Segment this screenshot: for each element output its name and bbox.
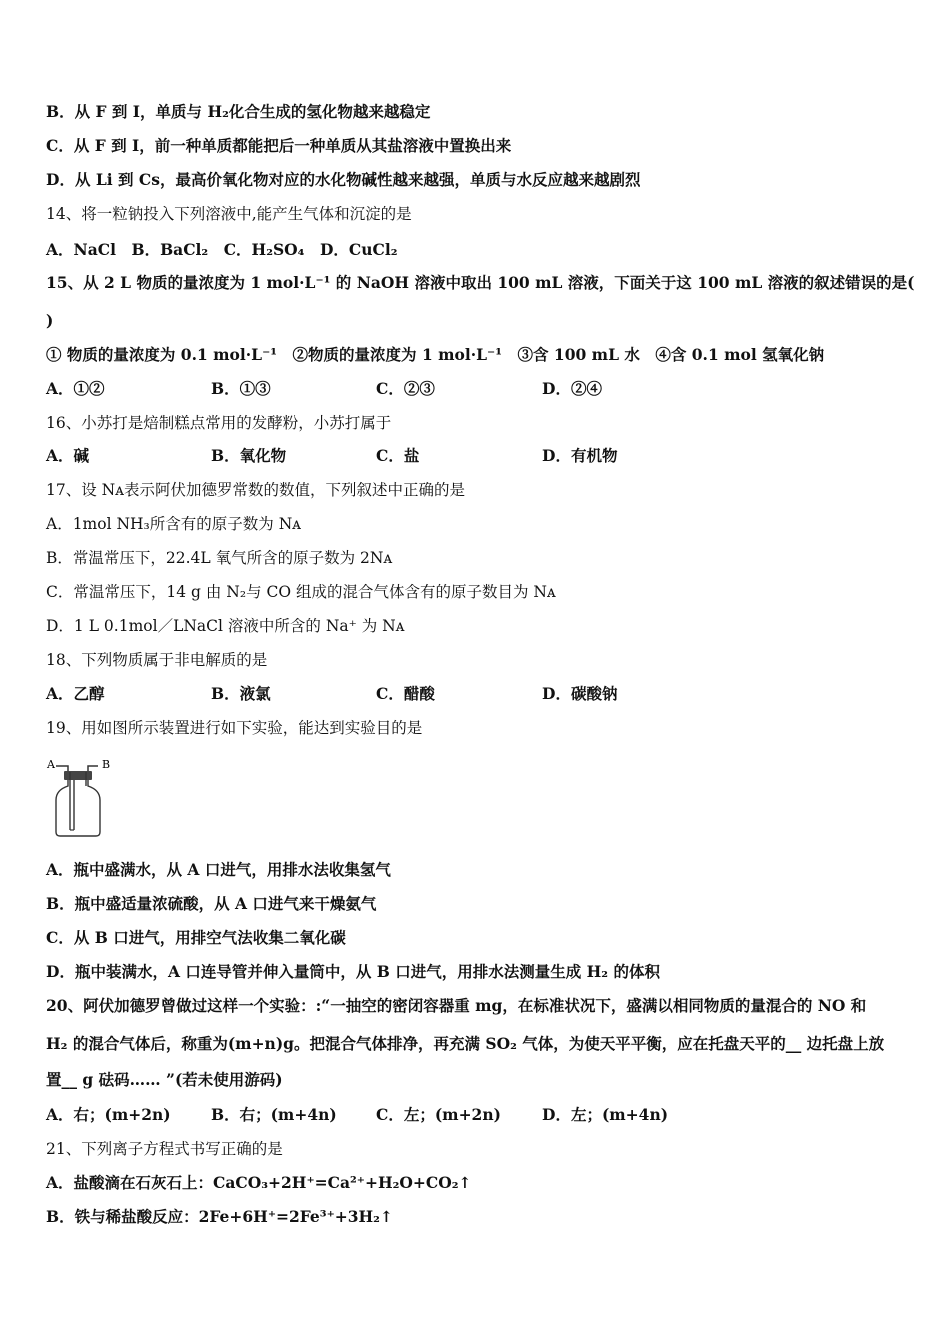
q15-option-a: A．①② [46,379,105,398]
q18-option-c: C．醋酸 [376,684,435,703]
q19-option-b: B．瓶中盛适量浓硫酸，从 A 口进气来干燥氨气 [46,894,377,913]
q17-option-d: D．1 L 0.1mol／LNaCl 溶液中所含的 Na⁺ 为 Nᴀ [46,617,405,635]
q20-stem-line2: H₂ 的混合气体后，称重为(m+n)g。把混合气体排净，再充满 SO₂ 气体，为使天平平衡，应在托盘天平的__ 边托盘上放 [46,1034,885,1053]
q16-option-c: C．盐 [376,446,420,465]
q17-option-a: A．1mol NH₃所含有的原子数为 Nᴀ [46,515,302,533]
q13-option-b: B．从 F 到 I，单质与 H₂化合生成的氢化物越来越稳定 [46,102,431,121]
q20-stem-line1: 20、阿伏加德罗曾做过这样一个实验：:“一抽空的密闭容器重 mg，在标准状况下，盛满以相同物质的量混合的 NO 和 [46,996,867,1015]
q17-stem: 17、设 Nᴀ表示阿伏加德罗常数的数值，下列叙述中正确的是 [46,481,465,499]
q19-stem: 19、用如图所示装置进行如下实验，能达到实验目的是 [46,719,423,737]
q19-option-c: C．从 B 口进气，用排空气法收集二氧化碳 [46,928,346,947]
q15-stem-line1: 15、从 2 L 物质的量浓度为 1 mol·L⁻¹ 的 NaOH 溶液中取出 100 mL 溶液，下面关于这 100 mL 溶液的叙述错误的是( [46,273,915,292]
q18-option-b: B．液氯 [211,684,271,703]
q21-option-b: B．铁与稀盐酸反应：2Fe+6H⁺=2Fe³⁺+3H₂↑ [46,1207,393,1226]
q15-items: ① 物质的量浓度为 0.1 mol·L⁻¹ ②物质的量浓度为 1 mol·L⁻¹ ③含 100 mL 水 ④含 0.1 mol 氢氧化钠 [46,345,825,364]
q20-option-a: A．右；(m+2n) [46,1105,171,1124]
q16-stem: 16、小苏打是焙制糕点常用的发酵粉，小苏打属于 [46,414,392,432]
gas-bottle-apparatus-icon [44,756,124,838]
q20-stem-line3: 置__ g 砝码…… ”(若未使用游码) [46,1070,283,1089]
q21-stem: 21、下列离子方程式书写正确的是 [46,1140,283,1158]
q15-option-c: C．②③ [376,379,435,398]
q13-option-d: D．从 Li 到 Cs，最高价氧化物对应的水化物碱性越来越强，单质与水反应越来越剧烈 [46,170,641,189]
q18-stem: 18、下列物质属于非电解质的是 [46,651,268,669]
q16-option-a: A．碱 [46,446,90,465]
q14-stem: 14、将一粒钠投入下列溶液中,能产生气体和沉淀的是 [46,205,412,223]
q15-option-d: D．②④ [542,379,602,398]
q15-stem-line2: ) [46,311,54,330]
q15-option-b: B．①③ [211,379,271,398]
q14-options: A．NaCl B．BaCl₂ C．H₂SO₄ D．CuCl₂ [46,240,398,259]
q19-option-a: A．瓶中盛满水，从 A 口进气，用排水法收集氢气 [46,860,391,879]
q17-option-b: B．常温常压下，22.4L 氧气所含的原子数为 2Nᴀ [46,549,393,567]
q18-option-a: A．乙醇 [46,684,105,703]
q17-option-c: C．常温常压下，14 g 由 N₂与 CO 组成的混合气体含有的原子数目为 Nᴀ [46,583,556,601]
q20-option-c: C．左；(m+2n) [376,1105,501,1124]
q19-option-d: D．瓶中装满水，A 口连导管并伸入量筒中，从 B 口进气，用排水法测量生成 H₂ 的体积 [46,962,660,981]
q21-option-a: A．盐酸滴在石灰石上：CaCO₃+2H⁺=Ca²⁺+H₂O+CO₂↑ [46,1173,472,1192]
q16-option-b: B．氧化物 [211,446,287,465]
q20-option-d: D．左；(m+4n) [542,1105,669,1124]
apparatus-label-a: A [47,758,55,771]
q13-option-c: C．从 F 到 I，前一种单质都能把后一种单质从其盐溶液中置换出来 [46,136,512,155]
apparatus-label-b: B [102,758,111,771]
q20-option-b: B．右；(m+4n) [211,1105,337,1124]
q18-option-d: D．碳酸钠 [542,684,618,703]
q16-option-d: D．有机物 [542,446,618,465]
